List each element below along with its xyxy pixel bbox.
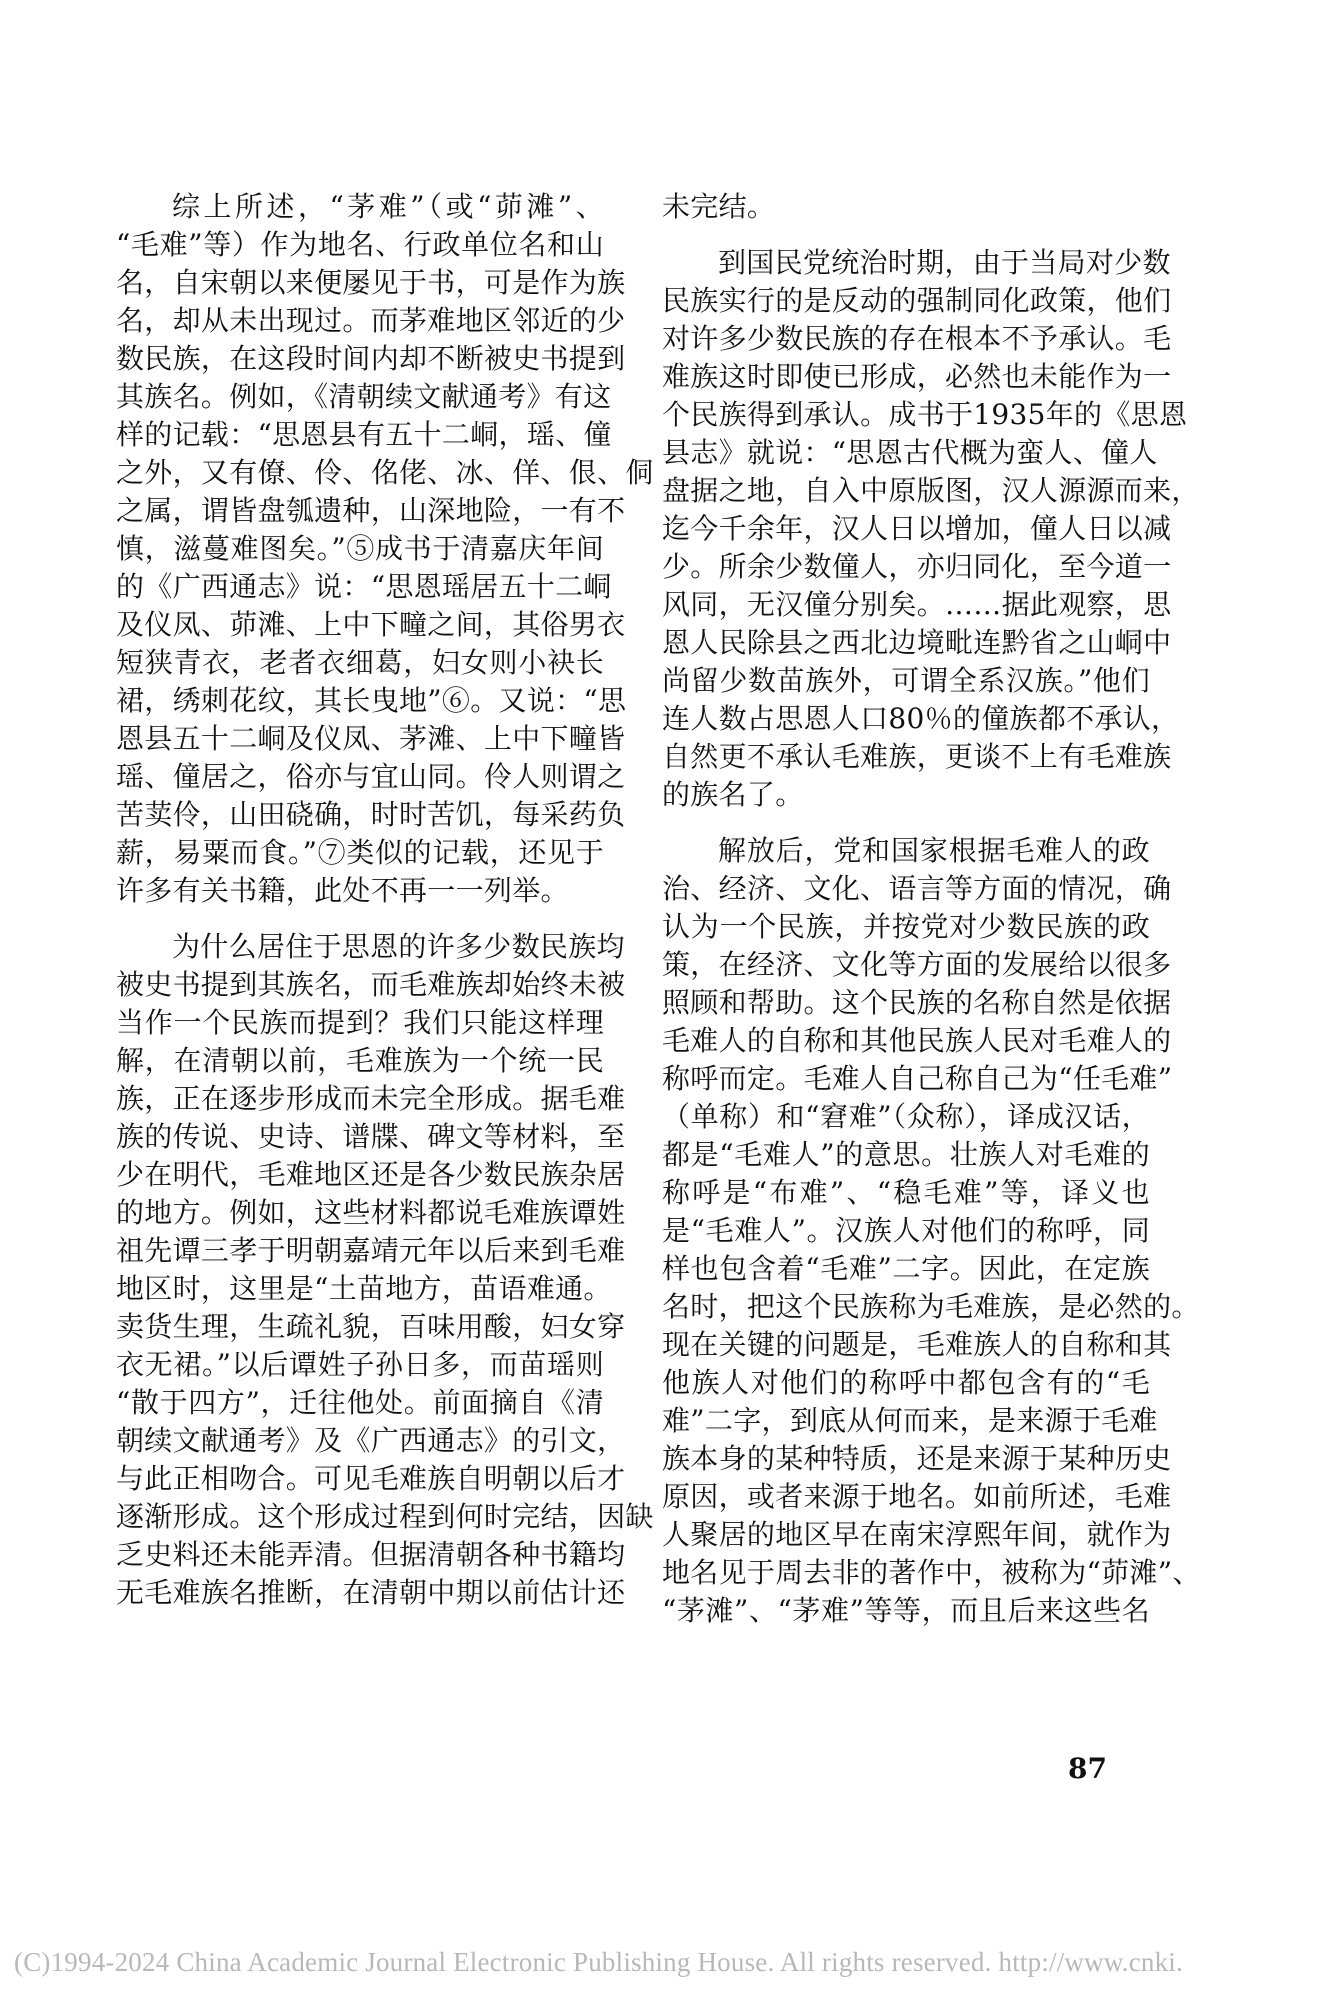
- paragraph-line: 连人数占思恩人口80％的僮族都不承认，: [662, 702, 1180, 735]
- paragraph-line: “毛难”等）作为地名、行政单位名和山: [116, 228, 604, 261]
- paragraph-line: 盘据之地，自入中原版图，汉人源源而来，: [662, 474, 1200, 507]
- page-number: 87: [1068, 1752, 1107, 1785]
- paragraph-line: 许多有关书籍，此处不再一一列举。: [116, 874, 569, 907]
- paragraph-line: 照顾和帮助。这个民族的名称自然是依据: [662, 986, 1172, 1019]
- paragraph-line: 他族人对他们的称呼中都包含有的“毛: [662, 1366, 1150, 1399]
- paragraph-line: 乏史料还未能弄清。但据清朝各种书籍均: [116, 1538, 626, 1571]
- paragraph-line: 少在明代，毛难地区还是各少数民族杂居: [116, 1158, 626, 1191]
- paragraph-line: 少。所余少数僮人，亦归同化，至今道一: [662, 550, 1172, 583]
- paragraph-line: 认为一个民族，并按党对少数民族的政: [662, 910, 1150, 943]
- paragraph-line: 族本身的某种特质，还是来源于某种历史: [662, 1442, 1172, 1475]
- paragraph-line: 名时，把这个民族称为毛难族，是必然的。: [662, 1290, 1200, 1323]
- paragraph-line: 解放后，党和国家根据毛难人的政: [718, 834, 1150, 867]
- paragraph-gap: [116, 910, 604, 928]
- paragraph-line: 地区时，这里是“土苗地方，苗语难通。: [116, 1272, 612, 1305]
- paragraph-line: 名，却从未出现过。而茅难地区邻近的少: [116, 304, 626, 337]
- paragraph-line: 对许多少数民族的存在根本不予承认。毛: [662, 322, 1172, 355]
- paragraph-line: （单称）和“窘难”（众称），译成汉话，: [662, 1100, 1150, 1133]
- paragraph-line: 名，自宋朝以来便屡见于书，可是作为族: [116, 266, 626, 299]
- paragraph-line: 未完结。: [662, 190, 776, 223]
- paragraph-line: 难”二字，到底从何而来，是来源于毛难: [662, 1404, 1158, 1437]
- paragraph-gap: [662, 226, 1150, 244]
- left-text-column: [116, 188, 654, 1612]
- paragraph-line: 恩县五十二峒及仪凤、茅滩、上中下疃皆: [116, 722, 626, 755]
- paragraph-line: 祖先谭三孝于明朝嘉靖元年以后来到毛难: [116, 1234, 626, 1267]
- paragraph-line: 综上所述，“茅难”（或“茆滩”、: [172, 190, 604, 223]
- paragraph-line: 族，正在逐步形成而未完全形成。据毛难: [116, 1082, 626, 1115]
- paragraph-line: 数民族，在这段时间内却不断被史书提到: [116, 342, 626, 375]
- paragraph-line: 的地方。例如，这些材料都说毛难族谭姓: [116, 1196, 626, 1229]
- paragraph-line: 恩人民除县之西北边境毗连黔省之山峒中: [662, 626, 1172, 659]
- paragraph-line: 衣无裙。”以后谭姓子孙日多，而苗瑶则: [116, 1348, 604, 1381]
- paragraph-line: 为什么居住于思恩的许多少数民族均: [172, 930, 625, 963]
- paragraph-line: 的《广西通志》说：“思恩瑶居五十二峒: [116, 570, 612, 603]
- right-text-column: [662, 188, 1201, 1630]
- paragraph-line: 当作一个民族而提到？我们只能这样理: [116, 1006, 604, 1039]
- paragraph-line: 原因，或者来源于地名。如前所述，毛难: [662, 1480, 1172, 1513]
- paragraph-line: 其族名。例如，《清朝续文献通考》有这: [116, 380, 612, 413]
- paragraph-line: 人聚居的地区早在南宋淳熙年间，就作为: [662, 1518, 1172, 1551]
- paragraph-line: 与此正相吻合。可见毛难族自明朝以后才: [116, 1462, 626, 1495]
- paragraph-gap: [662, 814, 1150, 832]
- copyright-footer: (C)1994-2024 China Academic Journal Electronic Publishing House. All rights reserved. http://www.cnki.: [14, 1947, 1183, 1977]
- paragraph-line: 瑶、僮居之，俗亦与宜山同。伶人则谓之: [116, 760, 626, 793]
- paragraph-line: 民族实行的是反动的强制同化政策，他们: [662, 284, 1172, 317]
- paragraph-line: “散于四方”，迁往他处。前面摘自《清: [116, 1386, 604, 1419]
- paragraph-line: 族的传说、史诗、谱牒、碑文等材料，至: [116, 1120, 626, 1153]
- paragraph-line: 苦荬伶，山田硗确，时时苦饥，每采药负: [116, 798, 626, 831]
- paragraph-line: 慎，滋蔓难图矣。”⑤成书于清嘉庆年间: [116, 532, 604, 565]
- paragraph-line: 卖货生理，生疏礼貌，百味用酸，妇女穿: [116, 1310, 626, 1343]
- paragraph-line: 称呼是“布难”、“稳毛难”等，译义也: [662, 1176, 1150, 1209]
- paragraph-line: 县志》就说：“思恩古代概为蛮人、僮人: [662, 436, 1158, 469]
- paragraph-line: 的族名了。: [662, 778, 804, 811]
- paragraph-line: 样也包含着“毛难”二字。因此，在定族: [662, 1252, 1150, 1285]
- paragraph-line: 治、经济、文化、语言等方面的情况，确: [662, 872, 1172, 905]
- paragraph-line: 难族这时即使已形成，必然也未能作为一: [662, 360, 1172, 393]
- paragraph-line: 尚留少数苗族外，可谓全系汉族。”他们: [662, 664, 1150, 697]
- paragraph-line: 迄今千余年，汉人日以增加，僮人日以减: [662, 512, 1172, 545]
- paragraph-line: 无毛难族名推断，在清朝中期以前估计还: [116, 1576, 626, 1609]
- paragraph-line: 被史书提到其族名，而毛难族却始终未被: [116, 968, 626, 1001]
- paragraph-line: 策，在经济、文化等方面的发展给以很多: [662, 948, 1172, 981]
- paragraph-line: 短狭青衣，老者衣细葛，妇女则小袂长: [116, 646, 604, 679]
- paragraph-line: 及仪凤、茆滩、上中下疃之间，其俗男衣: [116, 608, 626, 641]
- paragraph-line: 都是“毛难人”的意思。壮族人对毛难的: [662, 1138, 1150, 1171]
- paragraph-line: 之属，谓皆盘瓠遗种，山深地险，一有不: [116, 494, 626, 527]
- paragraph-line: 称呼而定。毛难人自己称自己为“任毛难”: [662, 1062, 1173, 1095]
- paragraph-line: 到国民党统治时期，由于当局对少数: [718, 246, 1171, 279]
- paragraph-line: 解，在清朝以前，毛难族为一个统一民: [116, 1044, 604, 1077]
- paragraph-line: 薪，易粟而食。”⑦类似的记载，还见于: [116, 836, 604, 869]
- paragraph-line: 之外，又有僚、伶、佲佬、冰、佯、佷、侗: [116, 456, 654, 489]
- paragraph-line: 现在关键的问题是，毛难族人的自称和其: [662, 1328, 1172, 1361]
- paragraph-line: 是“毛难人”。汉族人对他们的称呼，同: [662, 1214, 1150, 1247]
- paragraph-line: 个民族得到承认。成书于1935年的《思恩: [662, 398, 1188, 431]
- paragraph-line: 逐渐形成。这个形成过程到何时完结，因缺: [116, 1500, 654, 1533]
- paragraph-line: 自然更不承认毛难族，更谈不上有毛难族: [662, 740, 1172, 773]
- paragraph-line: 样的记载：“思恩县有五十二峒，瑶、僮: [116, 418, 612, 451]
- paragraph-line: 地名见于周去非的著作中，被称为“茆滩”、: [662, 1556, 1201, 1589]
- paragraph-line: 裙，绣刺花纹，其长曳地”⑥。又说：“思: [116, 684, 627, 717]
- paragraph-line: 毛难人的自称和其他民族人民对毛难人的: [662, 1024, 1172, 1057]
- paragraph-line: 风同，无汉僮分别矣。……据此观察，思: [662, 588, 1172, 621]
- paragraph-line: 朝续文献通考》及《广西通志》的引文，: [116, 1424, 626, 1457]
- paragraph-line: “茅滩”、“茅难”等等，而且后来这些名: [662, 1594, 1150, 1627]
